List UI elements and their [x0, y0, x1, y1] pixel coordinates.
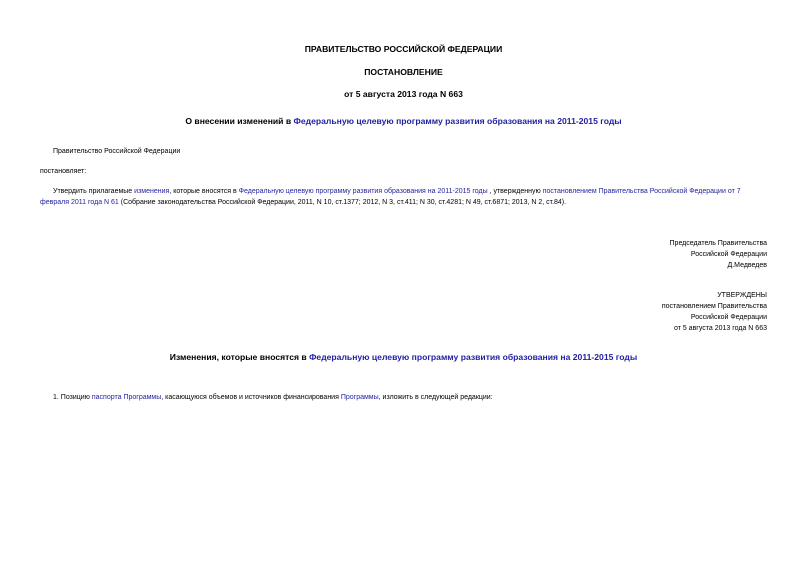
item-1-text-1: 1. Позицию	[53, 394, 92, 401]
item-1	[53, 392, 493, 403]
date-number-heading: от 5 августа 2013 года N 663	[344, 89, 463, 99]
main-paragraph-text-4: (Собрание законодательства Российской Федерации, 2011, N 10, ст.1377; 2012, N 3, ст.411; N 30, ст.4281; N 49, ст.6871; 2013, N 2, ст.84).	[118, 199, 567, 206]
org-heading: ПРАВИТЕЛЬСТВО РОССИЙСКОЙ ФЕДЕРАЦИИ	[304, 44, 503, 54]
passport-link[interactable]: паспорта Программы	[91, 394, 162, 401]
approved-line-2: постановлением Правительства	[661, 303, 767, 310]
program-link-changes[interactable]: Федеральную целевую программу развития образования на 2011-2015 годы	[309, 352, 638, 362]
signature-line-1: Председатель Правительства	[669, 240, 767, 247]
changes-title	[0, 352, 807, 363]
signature-line-2: Российской Федерации	[690, 251, 767, 258]
item-1-text-2: , касающуюся объемов и источников финансирования	[161, 394, 341, 401]
main-paragraph-text-3: , утвержденную	[487, 188, 543, 195]
main-paragraph	[40, 186, 770, 208]
decree-61-link[interactable]: постановлением Правительства Российской Федерации от 7 февраля 2011 года N 61	[40, 188, 741, 206]
item-1-text-3: , изложить в следующей редакции:	[378, 394, 493, 401]
government-text: Правительство Российской Федерации	[53, 148, 181, 155]
doc-type-heading: ПОСТАНОВЛЕНИЕ	[364, 67, 443, 77]
main-paragraph-text-2: , которые вносятся в	[169, 188, 239, 195]
signature-line-3: Д.Медведев	[727, 262, 767, 269]
changes-title-prefix: Изменения, которые вносятся в	[169, 352, 310, 362]
approved-line-4: от 5 августа 2013 года N 663	[673, 325, 767, 332]
program-link-inline[interactable]: Федеральную целевую программу развития образования на 2011-2015 годы	[238, 188, 488, 195]
changes-link[interactable]: изменения	[134, 188, 170, 195]
approved-line-3: Российской Федерации	[690, 314, 767, 321]
document-title-prefix: О внесении изменений в	[185, 116, 294, 126]
approved-line-1: УТВЕРЖДЕНЫ	[717, 292, 767, 299]
decrees-text: постановляет:	[40, 168, 87, 175]
program-link[interactable]: Федеральную целевую программу развития образования на 2011-2015 годы	[293, 116, 622, 126]
main-paragraph-text-1: Утвердить прилагаемые	[53, 188, 135, 195]
document-title	[0, 116, 807, 127]
program-short-link[interactable]: Программы	[340, 394, 379, 401]
